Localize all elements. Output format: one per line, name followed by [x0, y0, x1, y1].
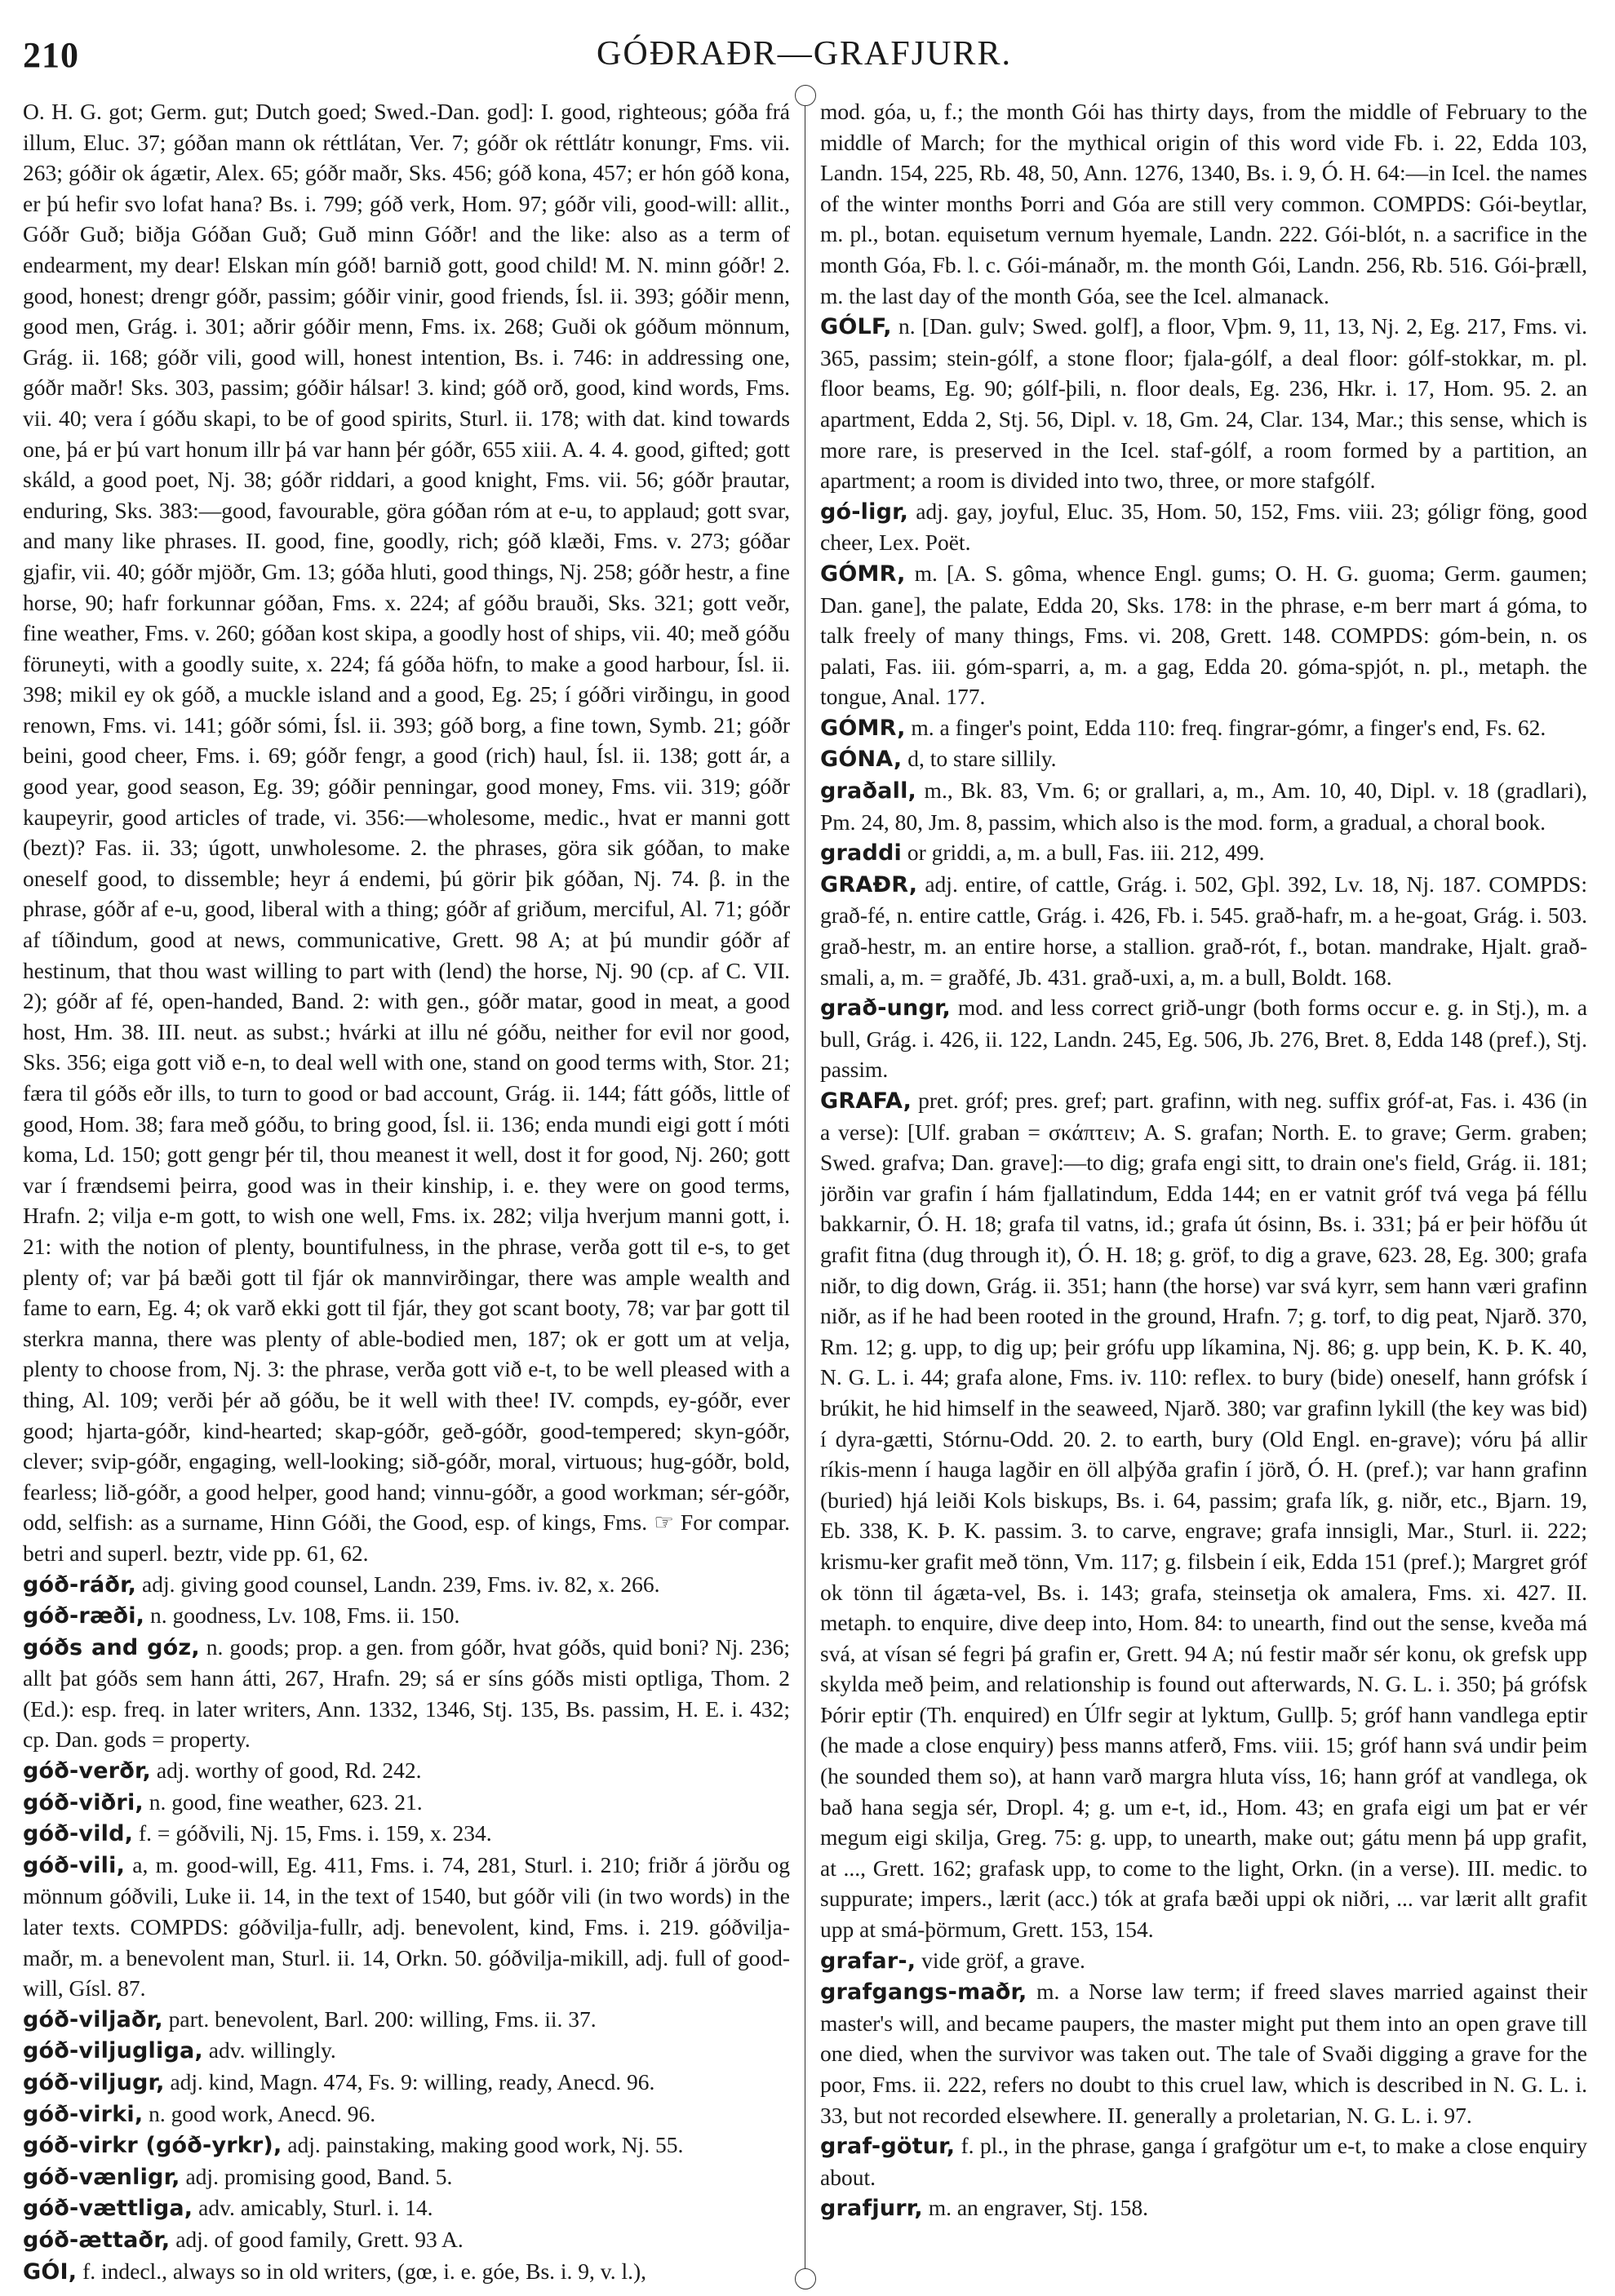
entry-text: adj. kind, Magn. 474, Fs. 9: willing, ready, Anecd. 96. — [164, 2069, 655, 2094]
dictionary-entry — [820, 1945, 1587, 1977]
entry-text: f. indecl., always so in old writers, (gœ, i. e. góe, Bs. i. 9, v. l.), — [77, 2258, 647, 2284]
entry-headword: góð-viljaðr, — [23, 2006, 163, 2032]
entry-headword: góðs and góz, — [23, 1634, 200, 1660]
entry-text: adj. entire, of cattle, Grág. i. 502, Gþl. 392, Lv. 18, Nj. 187. COMPDS: grað-fé, n. entire cattle, Grág. i. 426, Fb. i. 545. grað-hafr, m. a he-goat, Grág. i. 503. grað-hestr, m. an entire horse, a stallion. grað-rót, f., botan. mandrake, Hjalt. grað-smali, a, m. = graðfé, Jb. 431. grað-uxi, a, m. a bull, Boldt. 168. — [820, 871, 1587, 990]
entry-headword: gó-ligr, — [820, 499, 909, 525]
entry-text: or griddi, a, m. a bull, Fas. iii. 212, 499. — [901, 840, 1265, 866]
entry-text: n. good work, Anecd. 96. — [143, 2100, 376, 2126]
entry-headword: góð-ættaðr, — [23, 2227, 171, 2253]
divider-ornament-icon — [795, 2268, 816, 2289]
entry-text: n. goodness, Lv. 108, Fms. ii. 150. — [144, 1602, 460, 1629]
entry-headword: GÓNA, — [820, 747, 903, 773]
dictionary-entry — [23, 2161, 790, 2193]
dictionary-entry — [23, 2004, 790, 2036]
dictionary-entry — [23, 2130, 790, 2161]
entry-text: a, m. good-will, Eg. 411, Fms. i. 74, 281, Sturl. i. 210; friðr á jörðu og mönnum góðvili, Luke ii. 14, in the text of 1540, but góðr vili (in two words) in the later texts. COMPDS: góðvilja-fullr, adj. benevolent, kind, Fms. i. 219. góðvilja-maðr, m. a benevolent man, Sturl. ii. 14, Orkn. 50. góðvilja-mikill, adj. full of good-will, Gísl. 87. — [23, 1851, 790, 2001]
dictionary-entry — [23, 2067, 790, 2099]
entry-headword: góð-vænligr, — [23, 2164, 180, 2190]
left-column — [23, 96, 790, 2291]
entry-text: f. pl., in the phrase, ganga í grafgötur um e-t, to make a close enquiry about. — [820, 2133, 1587, 2190]
entry-text: m. an engraver, Stj. 158. — [922, 2195, 1148, 2221]
dictionary-entry — [820, 992, 1587, 1085]
entry-text: O. H. G. got; Germ. gut; Dutch goed; Swed.-Dan. god]: I. good, righteous; góða frá illum, Eluc. 37; góðan mann ok réttlátan, Ver. 7; góðr ok réttlátr konungr, Fms. vii. 263; góðir ok ágætir, Alex. 65; góðr maðr, Sks. 456; góð kona, 457; er hón góð kona, er þú hefir svo lofat hana? Bs. i. 799; góð verk, Hom. 97; góðr vili, good-will: allit., Góðr Guð; biðja Góðan Guð; Guð minn Góðr! and the like: also as a term of endearment, my dear! Elskan mín góð! barnið gott, good child! M. N. minn góðr! 2. good, honest; drengr góðr, passim; góðir vinir, good friends, Ísl. ii. 393; góðir menn, good men, Grág. i. 301; aðrir góðir menn, Fms. ix. 268; Guði ok góðum mönnum, Grág. ii. 168; góðr vili, good will, honest intention, Bs. i. 746: in addressing one, góðr maðr! Sks. 303, passim; góðir hálsar! 3. kind; góð orð, good, kind words, Fms. vii. 40; vera í góðu skapi, to be of good spirits, Sturl. ii. 178; with dat. kind towards one, þá er þú vart honum illr þá var hann þér góðr, 655 xiii. A. 4. 4. good, gifted; gott skáld, a good poet, Nj. 38; góðr riddari, a good knight, Fms. vii. 56; góðr þrautar, enduring, Sks. 383:—good, favourable, göra góðan róm at e-u, to applaud; gott svar, and many like phrases. II. good, fine, goodly, rich; góð klæði, Fms. v. 273; góðar gjafir, vii. 40; góðr mjöðr, Gm. 13; góða hluti, good things, Nj. 258; góðr hestr, a fine horse, 90; hafr forkunnar góðan, Fms. x. 224; af góðu brauði, Sks. 321; gott veðr, fine weather, Fms. v. 260; góðan kost skipa, a goodly host of ships, vii. 40; með góðu föruneyti, with a goodly suite, x. 224; fá góða höfn, to make a good harbour, Ísl. ii. 398; mikil ey ok góð, a muckle island and a good, Eg. 25; í góðri virðingu, in good renown, Fms. vi. 141; góðr sómi, Ísl. ii. 393; góð borg, a fine town, Symb. 21; góðr beini, good cheer, Fms. i. 69; góðr fengr, a good (rich) haul, Ísl. ii. 138; gott ár, a good year, good season, Eg. 39; góðir penningar, good money, Fms. vii. 319; góðr kaupeyrir, good articles of trade, vi. 356:—wholesome, medic., hvat er manni gott (bezt)? Fas. ii. 33; úgott, unwholesome. 2. the phrases, göra sik góðan, to make oneself good, to dissemble; heyr á endemi, þú görir þik góðan, Nj. 74. β. in the phrase, góðr af e-u, good, liberal with a thing; góðr af griðum, merciful, Al. 71; góðr af tíðindum, good at news, communicative, Grett. 98 A; at þú mundir góðr af hestinum, that thou wast willing to part with (lend) the horse, Nj. 90 (cp. af C. VII. 2); góðr af fé, open-handed, Band. 2: with gen., góðr matar, good in meat, a good host, Hm. 38. III. neut. as subst.; hvárki at illu né góðu, neither for evil nor good, Sks. 356; eiga gott við e-n, to deal well with one, stand on good terms with, Stor. 21; færa til góðs eðr ills, to turn to good or bad account, Grág. ii. 144; fátt góðs, little of good, Hom. 38; fara með góðu, to bring good, Ísl. ii. 136; enda mundi eigi gott í móti koma, Ld. 150; gott gengr þér til, thou meanest it well, dost it for good, Nj. 260; gott var í frændsemi þeirra, good was in their kinship, i. e. they were on good terms, Hrafn. 2; vilja e-m gott, to wish one well, Fms. ix. 282; vilja hverjum manni gott, i. 21: with the notion of plenty, bountifulness, in the phrase, verða gott til e-s, to get plenty of; var þá bæði gott til fjár ok mannvirðingar, there was ample wealth and fame to earn, Eg. 4; ok varð ekki gott til fjár, they got scant booty, 78; var þar gott til sterkra manna, there was plenty of able-bodied men, 187; ok er gott um at velja, plenty to choose from, Nj. 3: the phrase, verða gott við e-t, to be well pleased with a thing, Al. 109; verði þér að góðu, be it well with thee! IV. compds, ey-góðr, ever good; hjarta-góðr, kind-hearted; skap-góðr, geð-góðr, good-tempered; skyn-góðr, clever; svip-góðr, engaging, well-looking; sið-góðr, moral, virtuous; hug-góðr, bold, fearless; lið-góðr, a good helper, good hand; vinnu-góðr, a good workman; sér-góðr, odd, selfish: as a surname, Hinn Góði, the Good, esp. of kings, Fms. ☞ For compar. betri and superl. beztr, vide pp. 61, 62. — [23, 99, 790, 1566]
dictionary-entry — [23, 2224, 790, 2256]
entry-text: adj. gay, joyful, Eluc. 35, Hom. 50, 152, Fms. viii. 23; góligr föng, good cheer, Lex. Poët. — [820, 498, 1587, 556]
dictionary-entry — [23, 1755, 790, 1787]
entry-headword: grafjurr, — [820, 2196, 923, 2222]
dictionary-entry — [23, 2192, 790, 2224]
dictionary-entry — [820, 311, 1587, 496]
entry-text: m. [A. S. gôma, whence Engl. gums; O. H. G. guoma; Germ. gaumen; Dan. gane], the palate, Edda 20, Sks. 178: in the phrase, e-m berr mart á góma, to talk freely of many things, Fms. vi. 208, Grett. 148. COMPDS: góm-bein, n. os palati, Fas. iii. góm-sparri, a, m. a gag, Edda 20. góma-spjót, n. pl., metaph. the tongue, Anal. 177. — [820, 560, 1587, 710]
entry-text: adj. painstaking, making good work, Nj. 55. — [282, 2132, 684, 2158]
dictionary-entry — [820, 712, 1587, 744]
entry-headword: góð-virki, — [23, 2101, 144, 2127]
dictionary-entry — [820, 1976, 1587, 2130]
dictionary-entry — [820, 2192, 1587, 2224]
entry-text: adv. willingly. — [202, 2037, 336, 2063]
dictionary-entry — [820, 775, 1587, 837]
entry-headword: góð-verðr, — [23, 1758, 152, 1784]
dictionary-entry — [23, 1818, 790, 1850]
entry-headword: góð-vild, — [23, 1821, 134, 1847]
dictionary-entry — [820, 1085, 1587, 1945]
page-number: 210 — [23, 35, 79, 75]
dictionary-entry — [820, 2130, 1587, 2192]
entry-continuation — [820, 96, 1587, 311]
entry-text: m. a finger's point, Edda 110: freq. fingrar-gómr, a finger's end, Fs. 62. — [905, 714, 1546, 740]
entry-headword: GÓLF, — [820, 314, 892, 340]
entry-headword: GRAFA, — [820, 1088, 912, 1114]
dictionary-entry — [23, 2256, 790, 2288]
entry-headword: graf-götur, — [820, 2134, 956, 2160]
dictionary-entry — [23, 1600, 790, 1632]
dictionary-entry — [820, 496, 1587, 558]
dictionary-entry — [820, 558, 1587, 712]
entry-headword: góð-vættliga, — [23, 2196, 193, 2222]
dictionary-entry — [820, 869, 1587, 992]
entry-text: f. = góðvili, Nj. 15, Fms. i. 159, x. 234. — [133, 1820, 492, 1846]
entry-text: pret. gróf; pres. gref; part. grafinn, with neg. suffix gróf-at, Fas. i. 436 (in a verse): [Ulf. graban = σκάπτειν; A. S. grafan; North. E. to grave; Germ. graben; Swed. grafva; Dan. grave]:—to dig; grafa engi sitt, to drain one's field, Grág. ii. 181; jörðin var grafin í hám fjallatindum, Edda 144; en er vatnit gróf tvá vega þá féllu bakkarnir, Ó. H. 18; grafa til vatns, id.; grafa út ósinn, Bs. i. 331; þá er þeir höfðu út grafit fitna (dug through it), Ó. H. 18; g. gröf, to dig a grave, 623. 28, Eg. 300; grafa niðr, to dig down, Grág. ii. 351; hann (the horse) var svá kyrr, sem hann væri grafinn niðr, as if he had been rooted in the ground, Hrafn. 7; g. torf, to dig peat, Njarð. 370, Rm. 12; g. upp, to dig up; þeir grófu upp líkamina, Nj. 86; g. upp bein, K. Þ. K. 40, N. G. L. i. 44; grafa alone, Fms. iv. 110: reflex. to bury (bide) oneself, hann grófsk í brúkit, he hid himself in the seaweed, Njarð. 380; var grafinn lykill (the key was bid) í dyra-gætti, Stórnu-Odd. 20. 2. to earth, bury (Old Engl. en-grave); vóru þá allir ríkis-menn í hauga lagðir en öll alþýða grafin í jörð, Ó. H. (pref.); var hann grafinn (buried) hjá leiði Kols biskups, Bs. i. 64, passim; grafa lík, g. niðr, etc., Bjarn. 19, Eb. 338, K. Þ. K. passim. 3. to carve, engrave; grafa innsigli, Mar., Sturl. ii. 222; krismu-ker grafit með tönn, Vm. 117; g. filsbein í eik, Edda 151 (pref.); Margret gróf ok tönn til ágæta-vel, Bs. i. 143; grafa, steinsetja ok amalera, Fms. xi. 427. II. metaph. to enquire, dive deep into, Hom. 84: to unearth, find out the sense, kveða má svá, at vísan sé fegri þá grafin er, Grett. 94 A; nú festir maðr sér konu, ok grefsk upp skylda með þeim, and relationship is found out afterwards, N. G. L. i. 350; þá grófsk Þórir eptir (Th. enquired) en Úlfr segir at lyktum, Gullþ. 5; gróf hann vandlega eptir (he made a close enquiry) þess manns atferð, Fms. viii. 15; gróf hann svá undir þeim (he sounded them so), at hann varð margra hluta víss, 16; hann gróf at vandlega, ok bað hana segja sér, Dropl. 4; g. um e-t, id., Hom. 43; en grafa eigi um þat er vér megum eigi skilja, Greg. 75: g. upp, to unearth, make out; gátu menn þá upp grafit, at ..., Grett. 162; grafask upp, to come to the light, Orkn. (in a verse). III. medic. to suppurate; impers., lærit (acc.) tók at grafa bæði uppi ok niðri, ... var lærit allt grafit upp at smá-þörmum, Grett. 153, 154. — [820, 1088, 1587, 1943]
entry-text: adj. giving good counsel, Landn. 239, Fms. iv. 82, x. 266. — [136, 1571, 660, 1597]
entry-text: adj. worthy of good, Rd. 242. — [151, 1757, 422, 1784]
entry-headword: GÓMR, — [820, 715, 906, 741]
entry-text: part. benevolent, Barl. 200: willing, Fms. ii. 37. — [162, 2006, 597, 2032]
entry-headword: graddi — [820, 840, 902, 867]
dictionary-entry — [820, 837, 1587, 869]
entry-headword: góð-viljugr, — [23, 2070, 165, 2095]
entry-text: d, to stare sillily. — [902, 746, 1057, 772]
entry-headword: graðall, — [820, 778, 916, 804]
entry-headword: góð-ráðr, — [23, 1571, 137, 1598]
entry-text: n. goods; prop. a gen. from góðr, hvat góðs, quid boni? Nj. 236; allt þat góðs sem hann átti, 267, Hrafn. 29; sá er síns góðs misti optliga, Thom. 2 (Ed.): esp. freq. in later writers, Ann. 1332, 1346, Stj. 135, Bs. passim, H. E. i. 432; cp. Dan. gods = property. — [23, 1633, 790, 1753]
entry-headword: GÓMR, — [820, 561, 906, 587]
dictionary-entry — [23, 2035, 790, 2067]
entry-continuation — [23, 96, 790, 1569]
entry-headword: góð-virkr (góð-yrkr), — [23, 2133, 282, 2159]
dictionary-entry — [23, 1632, 790, 1755]
entry-text: adv. amicably, Sturl. i. 14. — [193, 2195, 433, 2221]
entry-text: n. good, fine weather, 623. 21. — [143, 1788, 423, 1815]
entry-headword: góð-viljugliga, — [23, 2038, 203, 2064]
entry-text: vide gröf, a grave. — [916, 1947, 1085, 1973]
entry-text: mod. góa, u, f.; the month Gói has thirty days, from the middle of February to the middle of March; for the mythical origin of this word vide Fb. i. 22, Edda 103, Landn. 154, 225, Rb. 48, 50, Ann. 1276, 1340, Bs. i. 9, Ó. H. 64:—in Icel. the names of the winter months Þorri and Góa are still very common. COMPDS: Gói-beytlar, m. pl., botan. equisetum vernum hyemale, Landn. 222. Gói-blót, n. a sacrifice in the month Góa, Fb. l. c. Gói-mánaðr, m. the month Gói, Landn. 256, Rb. 516. Gói-þræll, m. the last day of the month Góa, see the Icel. almanack. — [820, 99, 1587, 308]
running-head: GÓÐRAÐR—GRAFJURR. — [597, 35, 1012, 73]
entry-headword: grafar-, — [820, 1948, 916, 1974]
dictionary-entry — [23, 1569, 790, 1601]
entry-text: m., Bk. 83, Vm. 6; or grallari, a, m., Am. 10, 40, Dipl. v. 18 (gradlari), Pm. 24, 80, Jm. 8, passim, which also is the mod. form, a gradual, a choral book. — [820, 778, 1587, 835]
entry-text: n. [Dan. gulv; Swed. golf], a floor, Vþm. 9, 11, 13, Nj. 2, Eg. 217, Fms. vi. 365, passim; stein-gólf, a stone floor; fjala-gólf, a deal floor: gólf-stokkar, m. pl. floor beams, Eg. 90; gólf-þili, n. floor deals, Eg. 236, Hkr. i. 17, Hom. 95. 2. an apartment, Edda 2, Stj. 56, Dipl. v. 18, Gm. 24, Clar. 134, Mar.; this sense, which is more rare, is preserved in the Icel. staf-gólf, a room formed by a partition, an apartment; a room is divided into two, three, or more stafgólf. — [820, 313, 1587, 494]
entry-headword: grafgangs-maðr, — [820, 1979, 1027, 2006]
dictionary-entry — [820, 743, 1587, 775]
entry-text: m. a Norse law term; if freed slaves married against their master's will, and became paupers, the master might put them into an open grave till one died, when the survivor was taken out. The tale of Svaði digging a grave for the poor, Fms. ii. 222, refers no doubt to this cruel law, which is described in N. G. L. i. 33, but not recorded elsewhere. II. generally a proletarian, N. G. L. i. 97. — [820, 1979, 1587, 2128]
entry-text: mod. and less correct grið-ungr (both forms occur e. g. in Stj.), m. a bull, Grág. i. 426, ii. 122, Landn. 245, Eg. 506, Jb. 276, Bret. 8, Edda 148 (pref.), Stj. passim. — [820, 995, 1587, 1083]
right-column — [820, 96, 1587, 2291]
entry-headword: GRAÐR, — [820, 871, 918, 898]
dictionary-entry — [23, 1850, 790, 2004]
page-header — [23, 34, 1586, 86]
divider-ornament-icon — [795, 85, 816, 106]
dictionary-entry — [23, 2099, 790, 2130]
entry-headword: GÓI, — [23, 2258, 78, 2285]
entry-headword: grað-ungr, — [820, 995, 951, 1022]
entry-headword: góð-ræði, — [23, 1603, 145, 1629]
entry-text: adj. promising good, Band. 5. — [180, 2163, 453, 2189]
entry-headword: góð-viðri, — [23, 1789, 144, 1815]
entry-text: adj. of good family, Grett. 93 A. — [170, 2226, 464, 2252]
dictionary-entry — [23, 1787, 790, 1819]
entry-headword: góð-vili, — [23, 1852, 126, 1878]
